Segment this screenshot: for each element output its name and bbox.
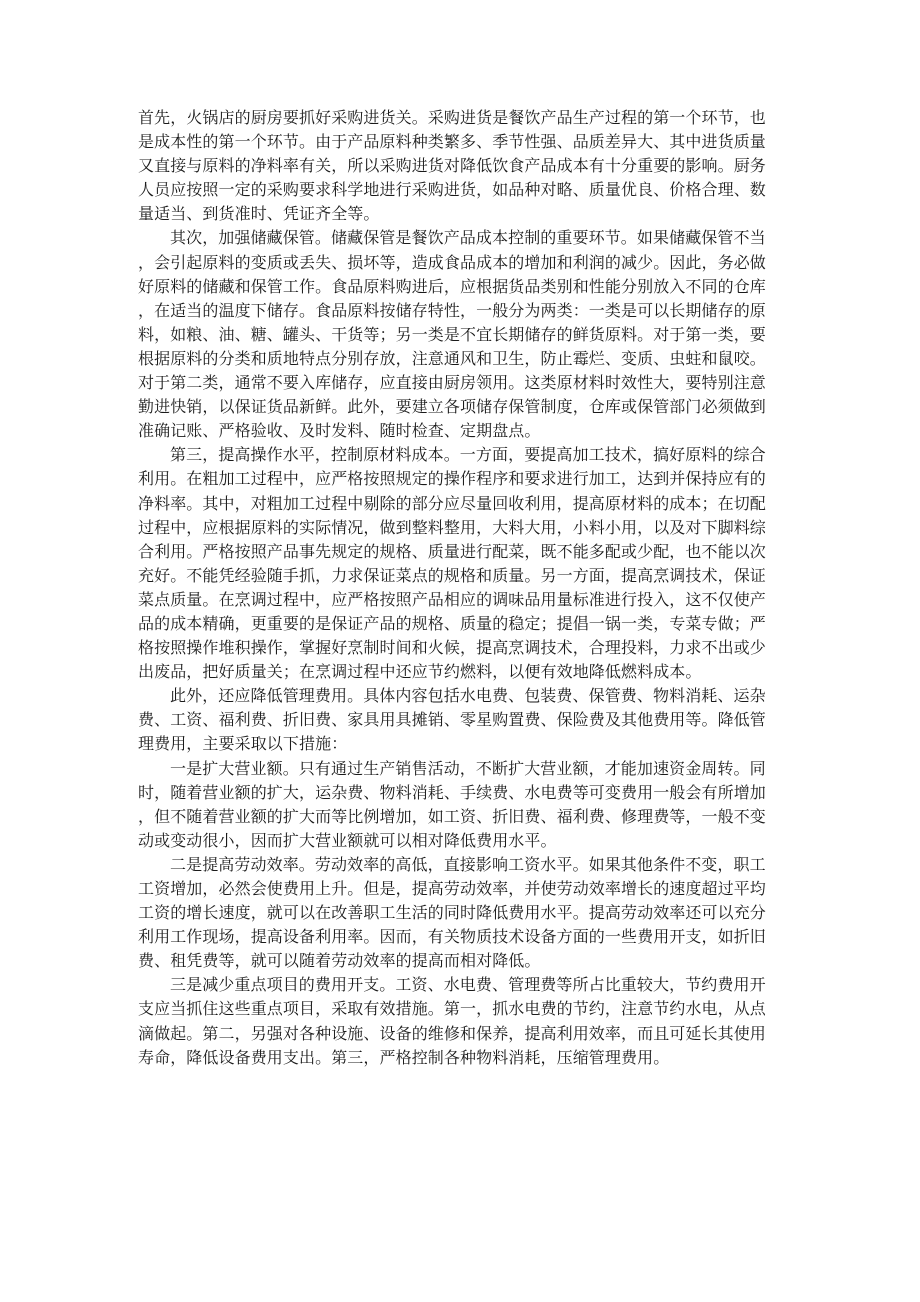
- text-line: 理费用，主要采取以下措施：: [138, 734, 348, 754]
- paragraph: [138, 443, 798, 684]
- text-line: 量适当、到货准时、凭证齐全等。: [138, 204, 380, 224]
- text-line: 过程中，应根据原料的实际情况，做到整料整用，大料大用，小料小用，以及对下脚料综: [138, 517, 766, 537]
- paragraph: [138, 973, 798, 1069]
- paragraph: [138, 226, 798, 443]
- text-line: 三是减少重点项目的费用开支。工资、水电费、管理费等所占比重较大，节约费用开: [170, 975, 766, 995]
- text-line: 滴做起。第二，另强对各种设施、设备的维修和保养，提高利用效率，而且可延长其使用: [138, 1023, 766, 1043]
- text-line: 此外，还应降低管理费用。具体内容包括水电费、包装费、保管费、物料消耗、运杂: [170, 686, 766, 706]
- text-line: 首先，火锅店的厨房要抓好采购进货关。采购进货是餐饮产品生产过程的第一个环节，也: [138, 108, 766, 127]
- text-line: 动或变动很小，因而扩大营业额就可以相对降低费用水平。: [138, 830, 557, 850]
- text-line: 利用。在粗加工过程中，应严格按照规定的操作程序和要求进行加工，达到并保持应有的: [138, 469, 766, 489]
- text-line: 人员应按照一定的采购要求科学地进行采购进货，如品种对略、质量优良、价格合理、数: [138, 180, 766, 200]
- text-line: 格按照操作堆积操作，掌握好烹制时间和火候，提高烹调技术，合理投料，力求不出或少: [138, 638, 766, 658]
- text-line: 费、租凭费等，就可以随着劳动效率的提高而相对降低。: [138, 951, 541, 971]
- text-line: ，但不随着营业额的扩大而等比例增加，如工资、折旧费、福利费、修理费等，一般不变: [138, 806, 766, 826]
- text-line: ，在适当的温度下储存。食品原料按储存特性，一般分为两类：一类是可以长期储存的原: [138, 300, 766, 320]
- text-line: 支应当抓住这些重点项目，采取有效措施。第一，抓水电费的节约，注意节约水电，从点: [138, 999, 766, 1019]
- text-line: 充好。不能凭经验随手抓，力求保证菜点的规格和质量。另一方面，提高烹调技术，保证: [138, 565, 766, 585]
- text-line: 是成本性的第一个环节。由于产品原料种类繁多、季节性强、品质差异大、其中进货质量: [138, 132, 766, 152]
- text-line: 出废品，把好质量关；在烹调过程中还应节约燃料，以便有效地降低燃料成本。: [138, 662, 702, 682]
- text-line: 工资的增长速度，就可以在改善职工生活的同时降低费用水平。提高劳动效率还可以充分: [138, 903, 766, 923]
- text-line: 第三，提高操作水平，控制原材料成本。一方面，要提高加工技术，搞好原料的综合: [170, 445, 766, 465]
- text-line: 利用工作现场，提高设备利用率。因而，有关物质技术设备方面的一些费用开支，如折旧: [138, 927, 766, 947]
- text-line: 时，随着营业额的扩大，运杂费、物料消耗、手续费、水电费等可变费用一般会有所增加: [138, 782, 766, 802]
- text-line: 勤进快销，以保证货品新鲜。此外，要建立各项储存保管制度，仓库或保管部门必须做到: [138, 397, 766, 417]
- text-line: 品的成本精确，更重要的是保证产品的规格、质量的稳定；提倡一锅一类，专菜专做；严: [138, 613, 766, 633]
- text-line: 又直接与原料的净料率有关，所以采购进货对降低饮食产品成本有十分重要的影响。厨务: [138, 156, 766, 176]
- text-line: 好原料的储藏和保管工作。食品原料购进后，应根据货品类别和性能分别放入不同的仓库: [138, 276, 766, 296]
- text-line: 对于第二类，通常不要入库储存，应直接由厨房领用。这类原材料时效性大，要特别注意: [138, 373, 766, 393]
- paragraph: [138, 853, 798, 973]
- paragraph: [138, 757, 798, 853]
- text-line: 一是扩大营业额。只有通过生产销售活动，不断扩大营业额，才能加速资金周转。同: [170, 758, 766, 778]
- text-line: 料，如粮、油、糖、罐头、干货等；另一类是不宜长期储存的鲜货原料。对于第一类，要: [138, 324, 766, 344]
- document-body: [138, 106, 798, 1070]
- text-line: 工资增加，必然会使费用上升。但是，提高劳动效率，并使劳动效率增长的速度超过平均: [138, 879, 766, 898]
- paragraph: [138, 684, 798, 756]
- text-line: ，会引起原料的变质或丢失、损坏等，造成食品成本的增加和利润的减少。因此，务必做: [138, 252, 766, 272]
- text-line: 寿命，降低设备费用支出。第三，严格控制各种物料消耗，压缩管理费用。: [138, 1047, 670, 1067]
- text-line: 二是提高劳动效率。劳动效率的高低，直接影响工资水平。如果其他条件不变，职工: [170, 854, 766, 874]
- text-line: 费、工资、福利费、折旧费、家具用具摊销、零星购置费、保险费及其他费用等。降低管: [138, 710, 766, 730]
- text-line: 菜点质量。在烹调过程中，应严格按照产品相应的调味品用量标准进行投入，这不仅使产: [138, 589, 766, 609]
- text-line: 其次，加强储藏保管。储藏保管是餐饮产品成本控制的重要环节。如果储藏保管不当: [170, 228, 766, 248]
- text-line: 净料率。其中，对粗加工过程中剔除的部分应尽量回收利用，提高原材料的成本；在切配: [138, 493, 766, 513]
- text-line: 合利用。严格按照产品事先规定的规格、质量进行配菜，既不能多配或少配，也不能以次: [138, 541, 766, 561]
- text-line: 根据原料的分类和质地特点分别存放，注意通风和卫生，防止霉烂、变质、虫蛀和鼠咬。: [138, 348, 766, 368]
- paragraph: [138, 106, 798, 226]
- text-line: 准确记账、严格验收、及时发料、随时检查、定期盘点。: [138, 421, 541, 441]
